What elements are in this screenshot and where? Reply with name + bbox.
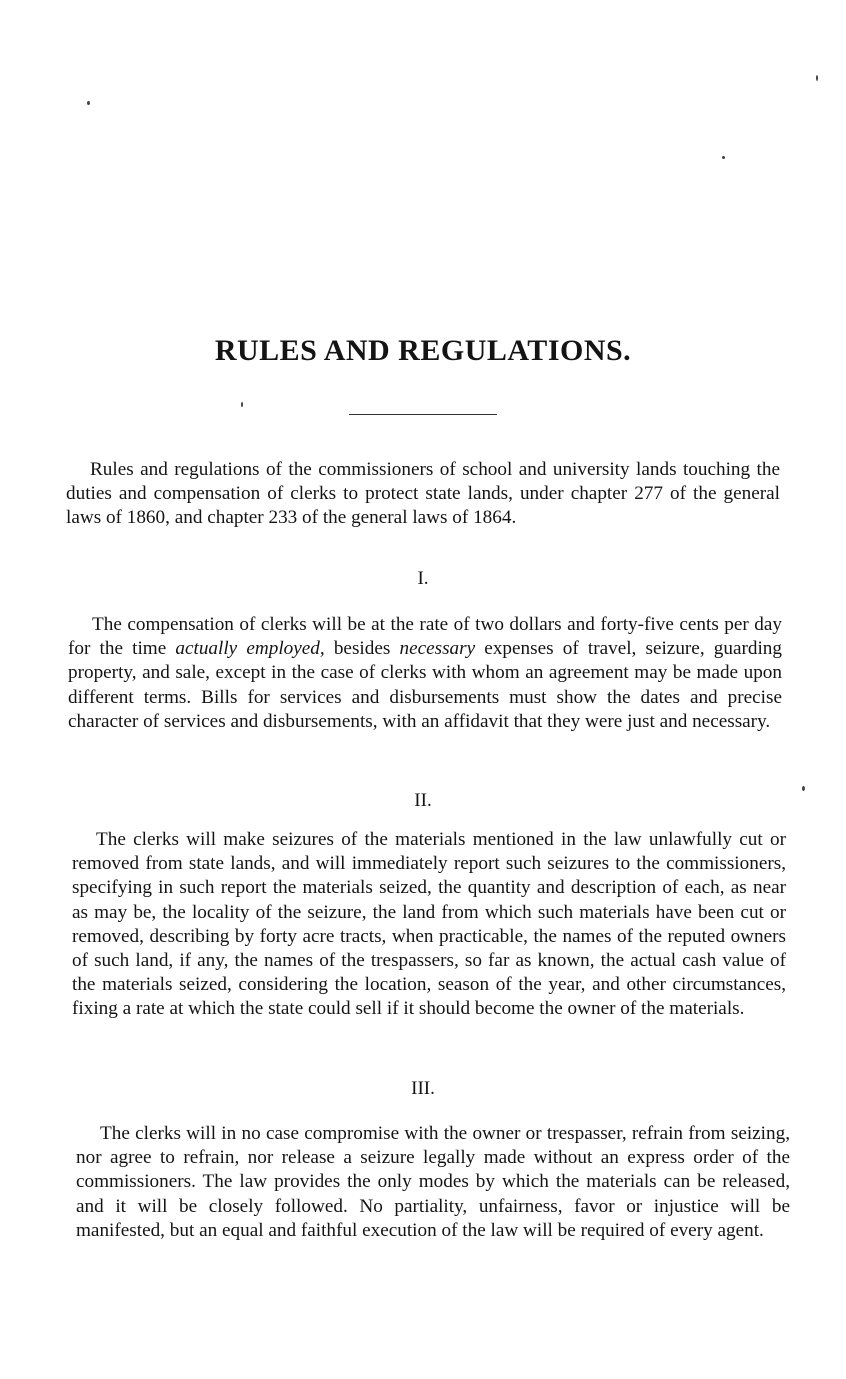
scan-speck: [722, 156, 725, 159]
intro-paragraph: Rules and regulations of the commissioners of school and university lands touching the duties and compensation of clerks to protect state lands, under chapter 277 of the general laws of 1860, and chapter 233 of the general laws of 1864.: [66, 459, 780, 529]
section-numeral: II.: [414, 790, 432, 811]
section-paragraph: [68, 613, 782, 734]
section-text: besides: [324, 638, 400, 660]
section-text: The compensation of clerks will be at the rate of two dollars and forty-five cents per day for the time: [68, 614, 782, 660]
section-paragraph: The clerks will in no case compromise with the owner or trespasser, refrain from seizing, nor agree to refrain, nor release a seizure legally made without an express order of the commissioners. The law provides the only modes by which the materials can be released, and it will be closely followed. No partiality, unfairness, favor or injustice will be manifested, but an equal and faithful execution of the law will be required of every agent.: [76, 1123, 790, 1241]
section-text: expenses of travel, seizure, guarding property, and sale, except in the case of clerks with whom an agreement may be made upon different terms. Bills for services and disbursements must show the dates and precise character of services and disbursements, with an affidavit that they were just and necessary.: [68, 638, 782, 732]
section-numeral: III.: [411, 1078, 435, 1099]
section-emphasis: necessary: [399, 638, 476, 660]
scan-speck: [816, 75, 818, 81]
page-title: RULES AND REGULATIONS.: [214, 334, 632, 367]
section-numeral: I.: [417, 568, 429, 589]
scan-speck: [241, 402, 243, 407]
title-divider: [349, 414, 497, 415]
section-emphasis: actually employed,: [175, 638, 325, 660]
section-paragraph: The clerks will make seizures of the materials mentioned in the law unlawfully cut or removed from state lands, and will immediately report such seizures to the commissioners, specifying in such report the materials seized, the quantity and description of each, as near as may be, the locality of the seizure, the land from which such materials have been cut or removed, describing by forty acre tracts, when practicable, the names of the reputed owners of such land, if any, the names of the trespassers, so far as known, the actual cash value of the materials seized, considering the location, season of the year, and other circumstances, fixing a rate at which the state could sell if it should become the owner of the materials.: [72, 829, 786, 1020]
scan-speck: [87, 101, 90, 105]
